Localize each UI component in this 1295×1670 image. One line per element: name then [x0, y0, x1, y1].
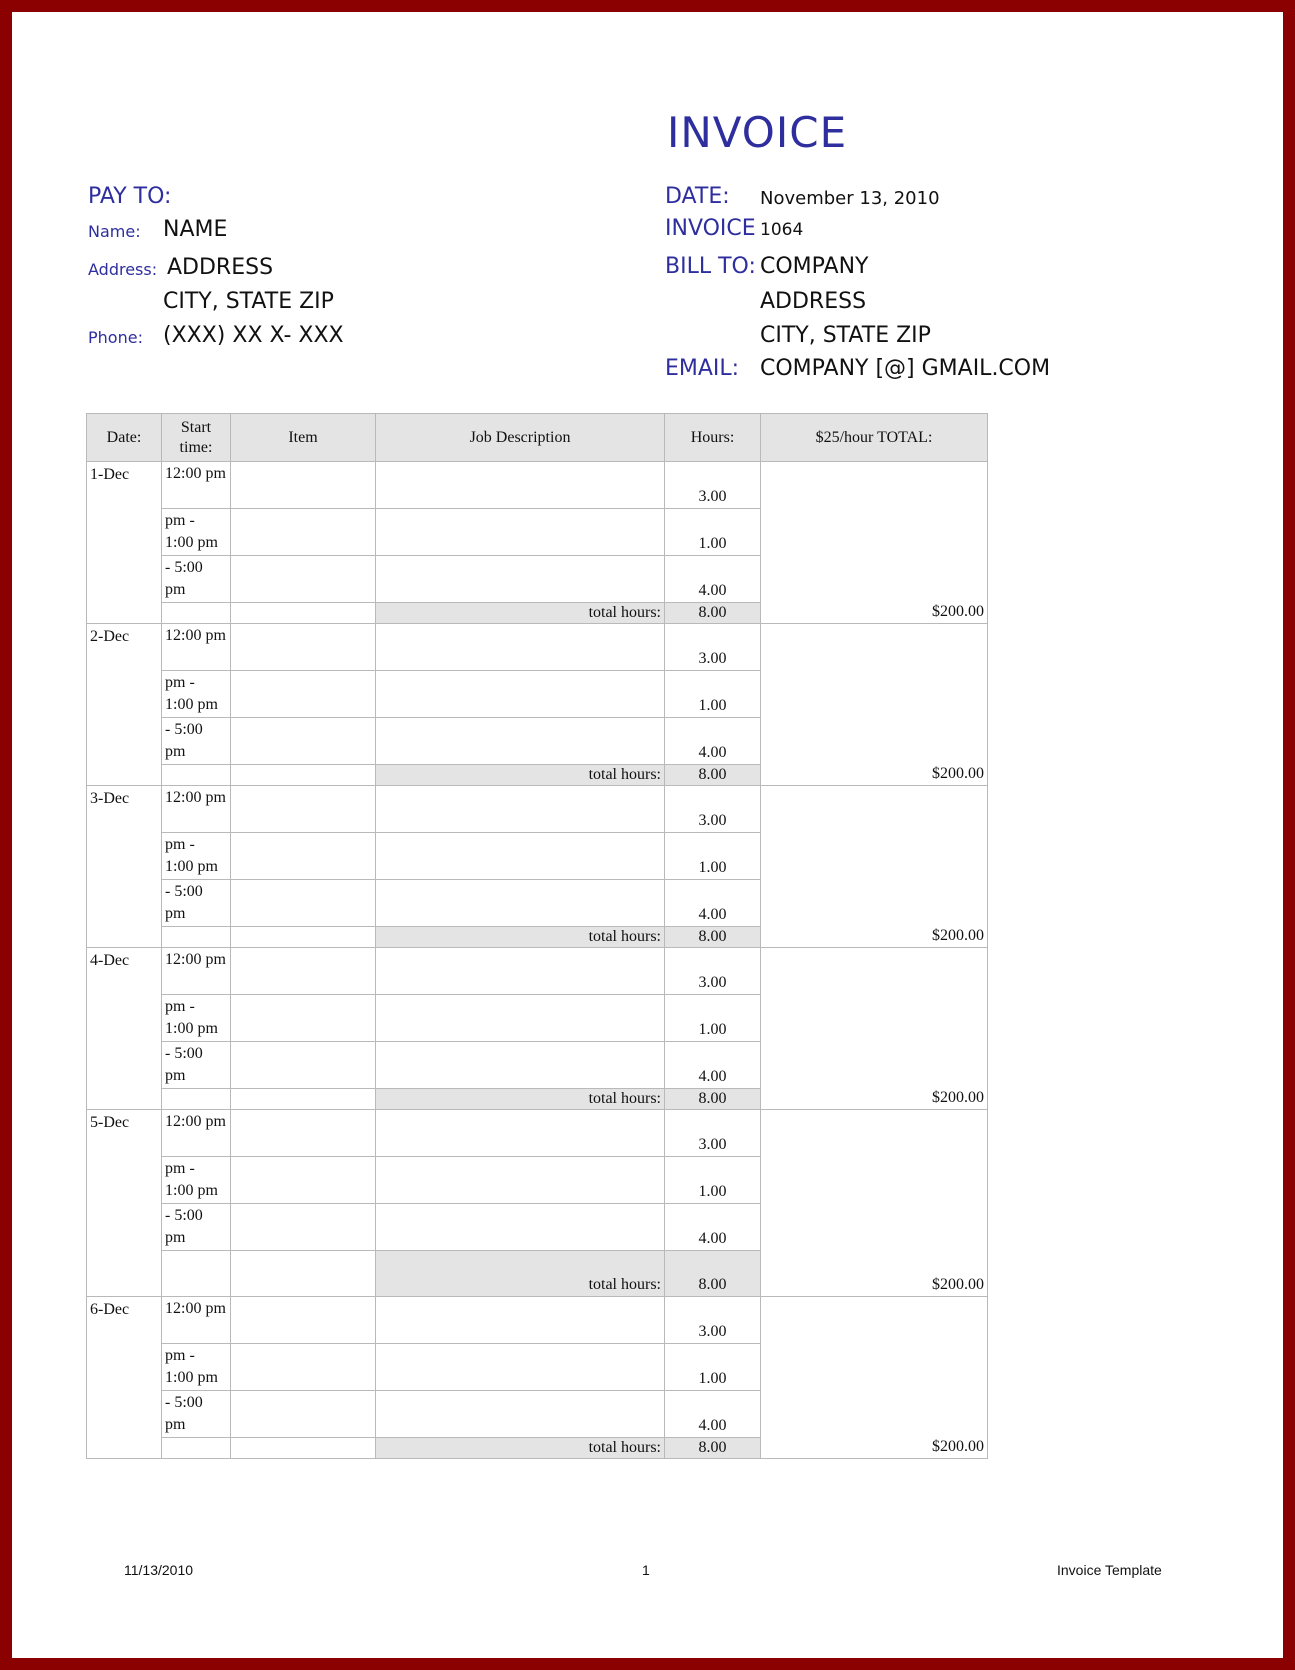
hours-cell: 1.00 [665, 833, 761, 880]
footer-document-name: Invoice Template [1057, 1562, 1162, 1578]
total-hours-value: 8.00 [665, 603, 761, 624]
table-row [87, 462, 988, 509]
date-label: DATE: [665, 184, 730, 209]
bill-to-city: CITY, STATE ZIP [760, 323, 931, 348]
start-time-cell [162, 1251, 231, 1297]
item-cell [231, 833, 376, 880]
hours-cell: 3.00 [665, 462, 761, 509]
start-time-cell: - 5:00 pm [162, 1391, 231, 1438]
item-cell [231, 556, 376, 603]
day-total-cell: $200.00 [761, 624, 988, 786]
job-description-cell [376, 1297, 665, 1344]
header-job-description: Job Description [376, 414, 665, 462]
start-time-cell: - 5:00 pm [162, 1042, 231, 1089]
item-cell [231, 927, 376, 948]
header-item: Item [231, 414, 376, 462]
item-cell [231, 718, 376, 765]
item-cell [231, 1344, 376, 1391]
item-cell [231, 765, 376, 786]
item-cell [231, 1110, 376, 1157]
start-time-cell [162, 603, 231, 624]
hours-cell: 1.00 [665, 671, 761, 718]
item-cell [231, 995, 376, 1042]
start-time-cell: pm - 1:00 pm [162, 995, 231, 1042]
email-label: EMAIL: [665, 356, 740, 381]
hours-cell: 4.00 [665, 880, 761, 927]
table-row [87, 786, 988, 833]
start-time-cell: 12:00 pm [162, 462, 231, 509]
item-cell [231, 880, 376, 927]
item-cell [231, 1438, 376, 1459]
day-total-cell: $200.00 [761, 948, 988, 1110]
total-hours-value: 8.00 [665, 1251, 761, 1297]
date-cell: 1-Dec [87, 462, 162, 624]
start-time-cell: 12:00 pm [162, 786, 231, 833]
table-row [87, 1297, 988, 1344]
header-hours: Hours: [665, 414, 761, 462]
total-hours-value: 8.00 [665, 765, 761, 786]
date-value: November 13, 2010 [760, 188, 940, 209]
total-hours-label: total hours: [376, 927, 665, 948]
hours-cell: 3.00 [665, 1110, 761, 1157]
start-time-cell [162, 927, 231, 948]
start-time-cell [162, 1089, 231, 1110]
total-hours-label: total hours: [376, 1251, 665, 1297]
hours-cell: 4.00 [665, 1204, 761, 1251]
total-hours-label: total hours: [376, 1089, 665, 1110]
total-hours-label: total hours: [376, 1438, 665, 1459]
date-cell: 3-Dec [87, 786, 162, 948]
start-time-cell: - 5:00 pm [162, 1204, 231, 1251]
job-description-cell [376, 1110, 665, 1157]
address-value: ADDRESS [167, 255, 274, 280]
job-description-cell [376, 948, 665, 995]
start-time-cell [162, 765, 231, 786]
total-hours-label: total hours: [376, 603, 665, 624]
hours-cell: 4.00 [665, 718, 761, 765]
total-hours-value: 8.00 [665, 1089, 761, 1110]
address-label: Address: [88, 260, 158, 279]
item-cell [231, 1157, 376, 1204]
job-description-cell [376, 1042, 665, 1089]
bill-to-address: ADDRESS [760, 289, 867, 314]
job-description-cell [376, 462, 665, 509]
item-cell [231, 1042, 376, 1089]
job-description-cell [376, 624, 665, 671]
job-description-cell [376, 786, 665, 833]
item-cell [231, 786, 376, 833]
hours-cell: 1.00 [665, 1157, 761, 1204]
hours-cell: 4.00 [665, 556, 761, 603]
date-cell: 4-Dec [87, 948, 162, 1110]
day-total-cell: $200.00 [761, 786, 988, 948]
hours-cell: 3.00 [665, 1297, 761, 1344]
item-cell [231, 1251, 376, 1297]
start-time-cell: - 5:00 pm [162, 556, 231, 603]
item-cell [231, 462, 376, 509]
total-hours-label: total hours: [376, 765, 665, 786]
table-row [87, 624, 988, 671]
total-hours-value: 8.00 [665, 1438, 761, 1459]
start-time-cell: 12:00 pm [162, 624, 231, 671]
city-value: CITY, STATE ZIP [163, 289, 334, 314]
job-description-cell [376, 1344, 665, 1391]
footer-page-number: 1 [642, 1562, 650, 1578]
job-description-cell [376, 995, 665, 1042]
item-cell [231, 1297, 376, 1344]
table-row [87, 948, 988, 995]
start-time-cell: 12:00 pm [162, 1297, 231, 1344]
hours-cell: 1.00 [665, 509, 761, 556]
start-time-cell: pm - 1:00 pm [162, 1344, 231, 1391]
header-date: Date: [87, 414, 162, 462]
date-cell: 5-Dec [87, 1110, 162, 1297]
table-row [87, 1110, 988, 1157]
job-description-cell [376, 509, 665, 556]
job-description-cell [376, 880, 665, 927]
invoice-number-value: 1064 [760, 220, 804, 240]
item-cell [231, 509, 376, 556]
phone-label: Phone: [88, 328, 143, 347]
table-header-row [87, 414, 988, 462]
start-time-cell: 12:00 pm [162, 1110, 231, 1157]
total-hours-value: 8.00 [665, 927, 761, 948]
start-time-cell: - 5:00 pm [162, 880, 231, 927]
day-total-cell: $200.00 [761, 1110, 988, 1297]
item-cell [231, 1391, 376, 1438]
item-cell [231, 1089, 376, 1110]
job-description-cell [376, 718, 665, 765]
invoice-number-label: INVOICE [665, 216, 756, 241]
invoice-title: INVOICE [667, 108, 848, 157]
hours-cell: 1.00 [665, 995, 761, 1042]
start-time-cell: pm - 1:00 pm [162, 1157, 231, 1204]
start-time-cell: pm - 1:00 pm [162, 509, 231, 556]
job-description-cell [376, 1204, 665, 1251]
start-time-cell [162, 1438, 231, 1459]
header-total: $25/hour TOTAL: [761, 414, 988, 462]
date-cell: 2-Dec [87, 624, 162, 786]
item-cell [231, 671, 376, 718]
bill-to-company: COMPANY [760, 254, 869, 279]
name-label: Name: [88, 222, 141, 241]
job-description-cell [376, 1391, 665, 1438]
name-value: NAME [163, 217, 228, 242]
timesheet-table [86, 413, 988, 1459]
hours-cell: 4.00 [665, 1042, 761, 1089]
item-cell [231, 1204, 376, 1251]
phone-value: (XXX) XX X- XXX [163, 323, 344, 348]
header-start-time: Start time: [162, 414, 231, 462]
item-cell [231, 624, 376, 671]
job-description-cell [376, 556, 665, 603]
hours-cell: 3.00 [665, 948, 761, 995]
start-time-cell: - 5:00 pm [162, 718, 231, 765]
bill-to-label: BILL TO: [665, 254, 756, 279]
hours-cell: 4.00 [665, 1391, 761, 1438]
item-cell [231, 948, 376, 995]
day-total-cell: $200.00 [761, 1297, 988, 1459]
start-time-cell: pm - 1:00 pm [162, 671, 231, 718]
day-total-cell: $200.00 [761, 462, 988, 624]
start-time-cell: pm - 1:00 pm [162, 833, 231, 880]
hours-cell: 3.00 [665, 786, 761, 833]
hours-cell: 1.00 [665, 1344, 761, 1391]
job-description-cell [376, 833, 665, 880]
email-value: COMPANY [@] GMAIL.COM [760, 356, 1051, 381]
item-cell [231, 603, 376, 624]
pay-to-heading: PAY TO: [88, 184, 172, 209]
job-description-cell [376, 671, 665, 718]
footer-date: 11/13/2010 [124, 1562, 194, 1578]
start-time-cell: 12:00 pm [162, 948, 231, 995]
hours-cell: 3.00 [665, 624, 761, 671]
job-description-cell [376, 1157, 665, 1204]
date-cell: 6-Dec [87, 1297, 162, 1459]
